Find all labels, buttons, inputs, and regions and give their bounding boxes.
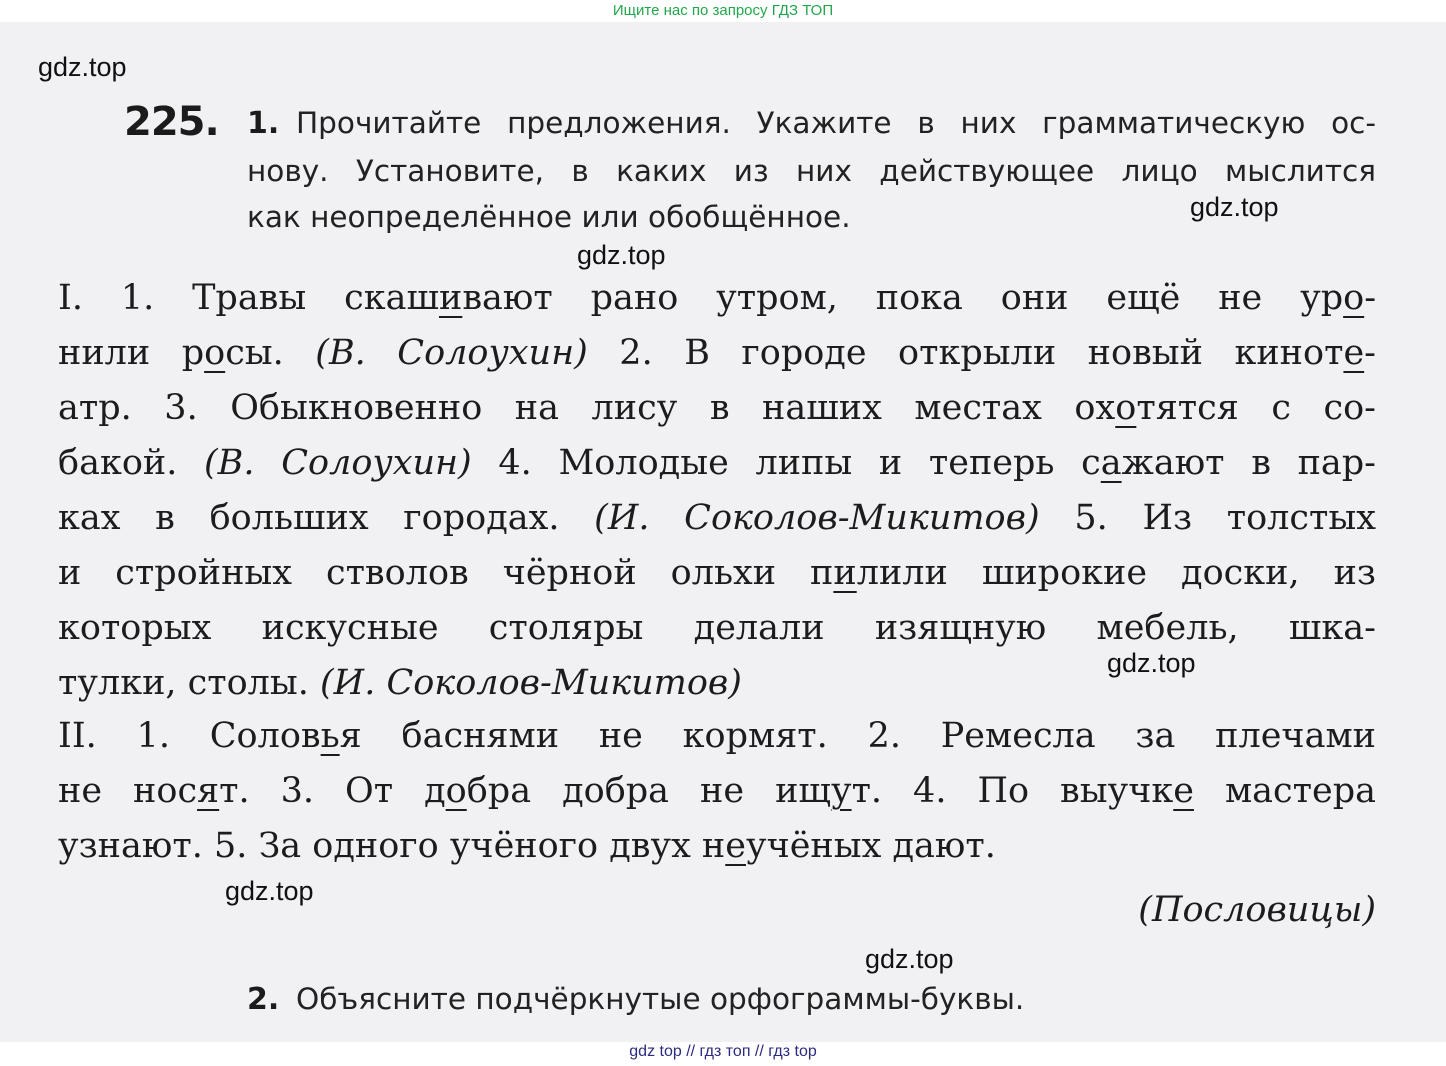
underlined-letter: и	[439, 278, 463, 318]
author-citation: (В. Солоухин)	[315, 333, 588, 373]
underlined-letter: о	[204, 333, 226, 373]
underlined-letter: а	[1100, 443, 1122, 483]
underlined-letter: ь	[320, 716, 340, 756]
exercise-line: бакой. (В. Солоухин) 4. Молодые липы и теперь сажают в пар-	[58, 443, 1377, 483]
exercise-line: нили росы. (В. Солоухин) 2. В городе открыли новый киноте-	[58, 333, 1376, 373]
underlined-letter: е	[1173, 771, 1194, 811]
task-instruction-line: как неопределённое или обобщённое.	[247, 200, 851, 234]
task-part-2-number: 2.	[247, 982, 280, 1017]
watermark: gdz.top	[1190, 192, 1279, 222]
exercise-line: и стройных стволов чёрной ольхи пилили широкие доски, из	[58, 553, 1376, 593]
task-number: 225.	[124, 99, 219, 145]
exercise-line: тулки, столы. (И. Соколов-Микитов)	[58, 663, 742, 703]
watermark: gdz.top	[865, 944, 954, 974]
author-citation: (В. Солоухин)	[204, 443, 472, 483]
task-part-2-text: Объясните подчёркнутые орфограммы-буквы.	[296, 982, 1025, 1016]
underlined-letter: е	[1343, 333, 1365, 373]
underlined-letter: е	[725, 826, 746, 866]
watermark: gdz.top	[1107, 648, 1196, 678]
watermark: gdz.top	[225, 876, 314, 906]
task-instruction-line: Прочитайте предложения. Укажите в них грамматическую ос-	[296, 106, 1376, 140]
underlined-letter: у	[830, 771, 852, 811]
task-part-1-number: 1.	[247, 106, 280, 141]
underlined-letter: о	[1343, 278, 1365, 318]
task-instruction-line: нову. Установите, в каких из них действующее лицо мыслится	[247, 154, 1376, 188]
exercise-line: атр. 3. Обыкновенно на лису в наших местах охотятся с со-	[58, 388, 1376, 428]
underlined-letter: я	[197, 771, 220, 811]
exercise-line: ках в больших городах. (И. Соколов-Микитов) 5. Из толстых	[58, 498, 1376, 538]
source-citation: (Пословицы)	[1138, 890, 1376, 930]
underlined-letter: о	[445, 771, 467, 811]
watermark: gdz.top	[38, 52, 127, 82]
underlined-letter: и	[833, 553, 857, 593]
author-citation: (И. Соколов-Микитов)	[594, 498, 1040, 538]
exercise-line: которых искусные столяры делали изящную мебель, шка-	[58, 608, 1376, 648]
exercise-line: I. 1. Травы скашивают рано утром, пока они ещё не уро-	[58, 278, 1377, 318]
top-banner: Ищите нас по запросу ГДЗ ТОП	[0, 0, 1446, 22]
exercise-line: не носят. 3. От добра добра не ищут. 4. По выучке мастера	[58, 771, 1376, 811]
watermark: gdz.top	[577, 240, 666, 270]
exercise-line: II. 1. Соловья баснями не кормят. 2. Ремесла за плечами	[58, 716, 1376, 756]
bottom-banner: gdz top // гдз топ // гдз top	[0, 1042, 1446, 1066]
underlined-letter: о	[1115, 388, 1137, 428]
exercise-line: узнают. 5. За одного учёного двух неучёных дают.	[58, 826, 996, 866]
author-citation: (И. Соколов-Микитов)	[320, 663, 742, 703]
